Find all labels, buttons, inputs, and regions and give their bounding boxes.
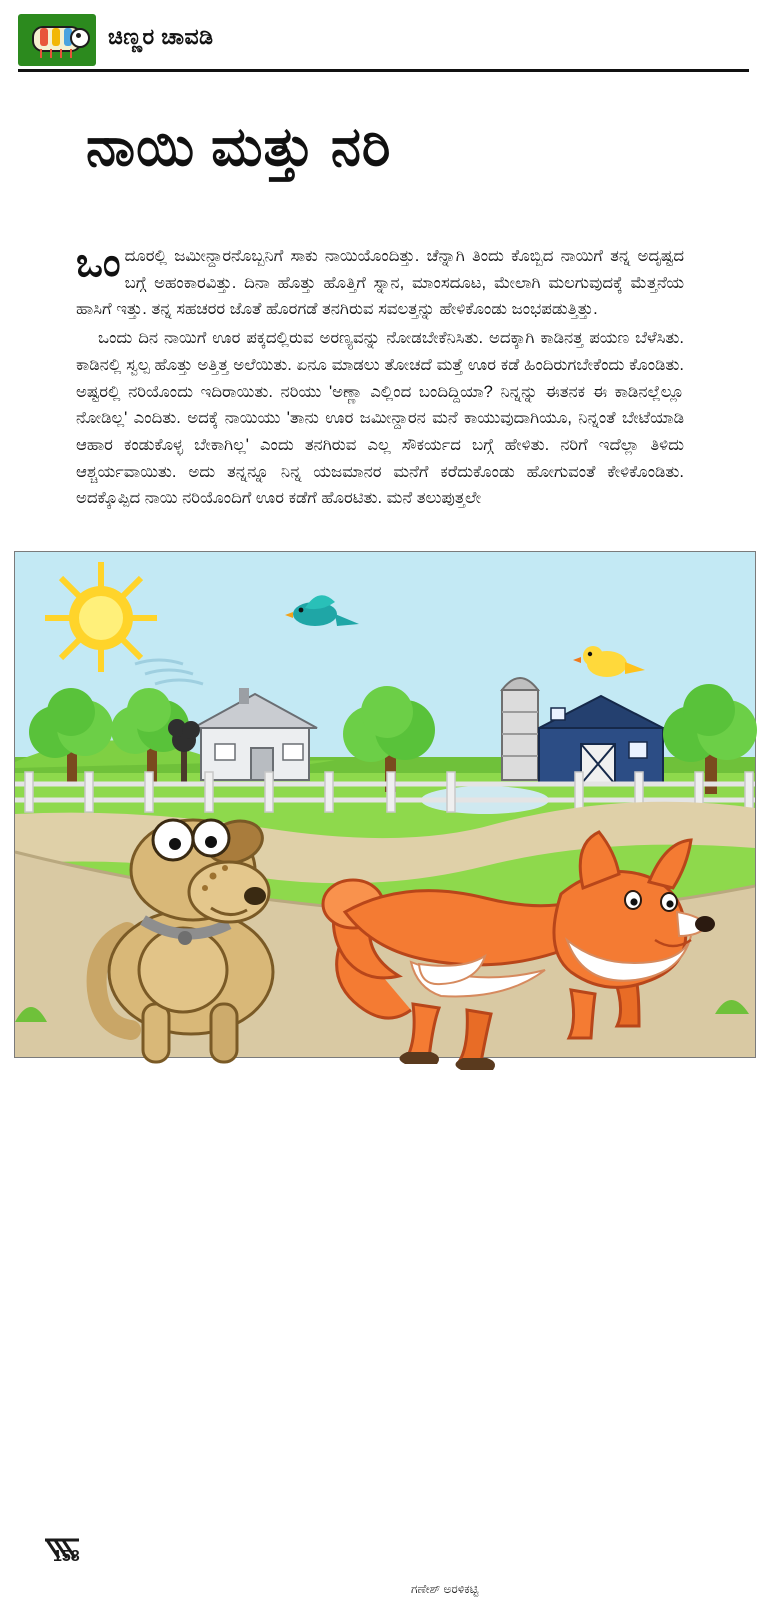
masthead-title: ಚಿಣ್ಣರ ಚಾವಡಿ [108,24,214,49]
illustration-canvas [15,552,755,1057]
page-title: ನಾಯಿ ಮತ್ತು ನರಿ [86,117,392,177]
article-body [76,243,684,514]
caterpillar-logo-icon [18,14,96,66]
page-number: 158 [53,1548,80,1565]
masthead-divider [18,69,749,72]
masthead [18,14,749,72]
paragraph-1-text: ದೂರಲ್ಲಿ ಜಮೀನ್ದಾರನೊಬ್ಬನಿಗೆ ಸಾಕು ನಾಯಿಯೊಂದಿತ್ತು. ಚೆನ್ನಾಗಿ ತಿಂದು ಕೊಬ್ಬಿದ ನಾಯಿಗೆ ತನ್ನ ಅದೃಷ್ಟದ ಬಗ್ಗೆ ಅಹಂಕಾರವಿತ್ತು. ದಿನಾ ಹೊತ್ತು ಹೊತ್ತಿಗೆ ಸ್ನಾನ, ಮಾಂಸದೂಟ, ಮೇಲಾಗಿ ಮಲಗುವುದಕ್ಕೆ ಮೆತ್ತನೆಯ ಹಾಸಿಗೆ ಇತ್ತು. ತನ್ನ ಸಹಚರರ ಜೊತೆ ಹೊರಗಡೆ ತನಗಿರುವ ಸವಲತ್ತನ್ನು ಹೇಳಿಕೊಂಡು ಜಂಭಪಡುತ್ತಿತ್ತು. [76,247,684,319]
silo [502,678,538,780]
illustration-credit: ಗಣೇಶ್ ಅರಳಿಕಟ್ಟಿ [411,1582,479,1596]
sun-icon [45,562,157,672]
drop-cap: ಒಂ [76,241,121,285]
paragraph-1 [76,243,684,323]
paragraph-2: ಒಂದು ದಿನ ನಾಯಿಗೆ ಊರ ಪಕ್ಕದಲ್ಲಿರುವ ಅರಣ್ಯವನ್ನು ನೋಡಬೇಕೆನಿಸಿತು. ಅದಕ್ಕಾಗಿ ಕಾಡಿನತ್ತ ಪಯಣ ಬೆಳೆಸಿತು. ಕಾಡಿನಲ್ಲಿ ಸ್ವಲ್ಪ ಹೊತ್ತು ಅತ್ತಿತ್ತ ಅಲೆಯಿತು. ಏನೂ ಮಾಡಲು ತೋಚದೆ ಮತ್ತೆ ಊರ ಕಡೆ ಹಿಂದಿರುಗಬೇಕೆಂದು ಕೊಂಡಿತು. ಅಷ್ಟರಲ್ಲಿ ನರಿಯೊಂದು ಇದಿರಾಯಿತು. ನರಿಯು 'ಅಣ್ಣಾ ಎಲ್ಲಿಂದ ಬಂದಿದ್ದಿಯಾ? ನಿನ್ನನ್ನು ಈತನಕ ಈ ಕಾಡಿನಲ್ಲೆಲ್ಲೂ ನೋಡಿಲ್ಲ' ಎಂದಿತು. ಅದಕ್ಕೆ ನಾಯಿಯು 'ತಾನು ಊರ ಜಮೀನ್ದಾರನ ಮನೆ ಕಾಯುವುದಾಗಿಯೂ, ನಿನ್ನಂತೆ ಬೇಟೆಯಾಡಿ ಆಹಾರ ಕಂಡುಕೊಳ್ಳ ಬೇಕಾಗಿಲ್ಲ' ಎಂದು ತನಗಿರುವ ಎಲ್ಲ ಸೌಕರ್ಯದ ಬಗ್ಗೆ ಹೇಳಿತು. ನರಿಗೆ ಇದೆಲ್ಲಾ ತಿಳಿದು ಆಶ್ಚರ್ಯವಾಯಿತು. ಅದು ತನ್ನನ್ನೂ ನಿನ್ನ ಯಜಮಾನರ ಮನೆಗೆ ಕರೆದುಕೊಂಡು ಹೋಗುವಂತೆ ಕೇಳಿಕೊಂಡಿತು. ಅದಕ್ಕೊಪ್ಪಿದ ನಾಯಿ ನರಿಯೊಂದಿಗೆ ಊರ ಕಡೆಗೆ ಹೊರಟಿತು. ಮನೆ ತಲುಪುತ್ತಲೇ [76,329,684,508]
dog-and-fox-illustration [14,551,756,1596]
